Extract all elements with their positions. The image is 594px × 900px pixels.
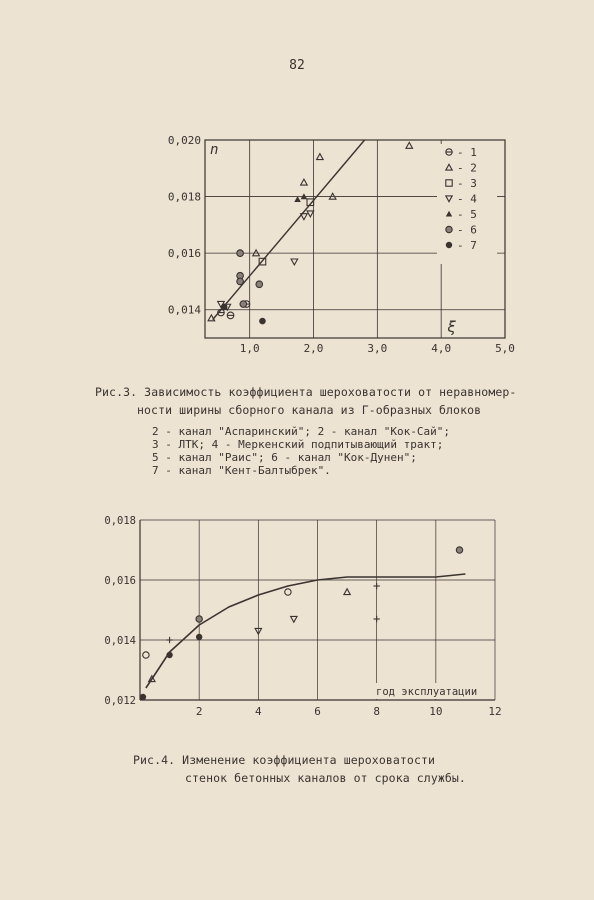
fig3-y-axis-label: n	[210, 142, 219, 158]
fig4-y-tick-label: 0,012	[104, 695, 136, 707]
fig4-data-point	[196, 616, 202, 622]
fig4-x-tick-label: 12	[488, 705, 502, 718]
figure-3-caption-line2: ности ширины сборного канала из Г-образных блоков	[137, 403, 482, 417]
fig4-x-tick-label: 2	[195, 705, 203, 718]
fig4-x-tick-label: 8	[373, 705, 380, 718]
fig3-point-series-2	[317, 154, 324, 160]
figure-3-legend-line: 3 - ЛТК; 4 - Меркенский подпитывающий тракт;	[152, 438, 444, 451]
fig3-point-series-1	[227, 312, 234, 319]
figure-3-legend-line: 5 - канал "Раис"; 6 - канал "Кок-Дунен";	[152, 451, 417, 464]
fig3-point-series-7	[221, 304, 228, 311]
fig4-data-point	[166, 652, 172, 658]
fig3-point-series-6	[240, 301, 247, 308]
fig3-legend-label: - 5	[457, 208, 477, 221]
fig4-data-point	[166, 637, 172, 643]
fig3-point-series-6	[237, 278, 244, 285]
fig3-point-series-6	[237, 250, 244, 257]
fig4-data-point	[344, 589, 350, 595]
fig3-x-tick-label: 4,0	[431, 342, 452, 355]
fig4-data-point	[196, 634, 202, 640]
fig4-data-point	[285, 589, 291, 595]
fig3-fit-line	[213, 140, 365, 320]
fig4-x-tick-label: 4	[255, 705, 262, 718]
figure-4-caption-line1: Рис.4. Изменение коэффициента шероховатости	[133, 753, 436, 767]
fig3-x-tick-label: 3,0	[367, 342, 388, 355]
fig4-data-point	[143, 652, 149, 658]
fig3-x-axis-label: ξ	[447, 318, 457, 336]
fig3-point-series-6	[256, 281, 263, 288]
fig3-legend-label: - 4	[457, 192, 477, 206]
fig3-point-series-4	[307, 211, 314, 217]
fig3-legend-label: - 3	[457, 177, 477, 190]
fig3-point-series-4	[291, 259, 298, 265]
figure-4-chart	[0, 505, 594, 730]
fig3-x-tick-label: 2,0	[303, 342, 324, 355]
fig3-legend-label: - 7	[457, 239, 477, 252]
fig3-point-series-4	[301, 214, 308, 220]
fig3-x-tick-label: 5,0	[495, 342, 515, 355]
figure-3-caption-line1: Рис.3. Зависимость коэффициента шероховатости от неравномер-	[95, 385, 517, 399]
fig4-x-axis-label: год эксплуатации	[376, 686, 478, 698]
fig3-y-tick-label: 0,016	[167, 247, 201, 261]
fig3-legend-label: - 2	[457, 161, 477, 175]
fig4-y-tick-label: 0,014	[104, 635, 136, 647]
fig4-y-tick-label: 0,018	[104, 515, 136, 527]
fig3-point-series-5	[294, 196, 301, 202]
fig3-x-tick-label: 1,0	[239, 342, 260, 355]
fig3-y-tick-label: 0,020	[167, 134, 201, 147]
fig3-y-tick-label: 0,014	[167, 303, 201, 317]
fig4-data-point	[456, 547, 462, 553]
fig4-x-tick-label: 6	[314, 705, 321, 718]
figure-3-chart	[0, 130, 594, 375]
figure-3-legend-line: 7 - канал "Кент-Балтыбрек".	[152, 464, 331, 477]
fig3-legend-label: - 6	[457, 223, 477, 237]
fig3-legend-marker	[446, 242, 452, 248]
fig4-y-tick-label: 0,016	[104, 575, 136, 587]
fig4-data-point	[291, 616, 297, 622]
fig4-trend-curve	[146, 574, 466, 688]
fig3-point-series-7	[259, 318, 266, 325]
fig3-legend-label: - 1	[457, 146, 477, 159]
fig3-legend-marker	[446, 226, 452, 232]
fig4-data-point	[373, 616, 379, 622]
fig3-point-series-2	[301, 179, 308, 185]
figure-3-legend-line: 2 - канал "Аспаринский"; 2 - канал "Кок-Сай";	[152, 425, 451, 438]
fig3-point-series-2	[406, 142, 413, 148]
figure-4-caption-line2: стенок бетонных каналов от срока службы.	[185, 771, 466, 785]
fig3-y-tick-label: 0,018	[167, 190, 201, 204]
fig4-x-tick-label: 10	[429, 705, 443, 718]
page-number: 82	[289, 58, 305, 73]
fig4-data-point	[140, 694, 146, 700]
fig4-data-point	[373, 583, 379, 589]
